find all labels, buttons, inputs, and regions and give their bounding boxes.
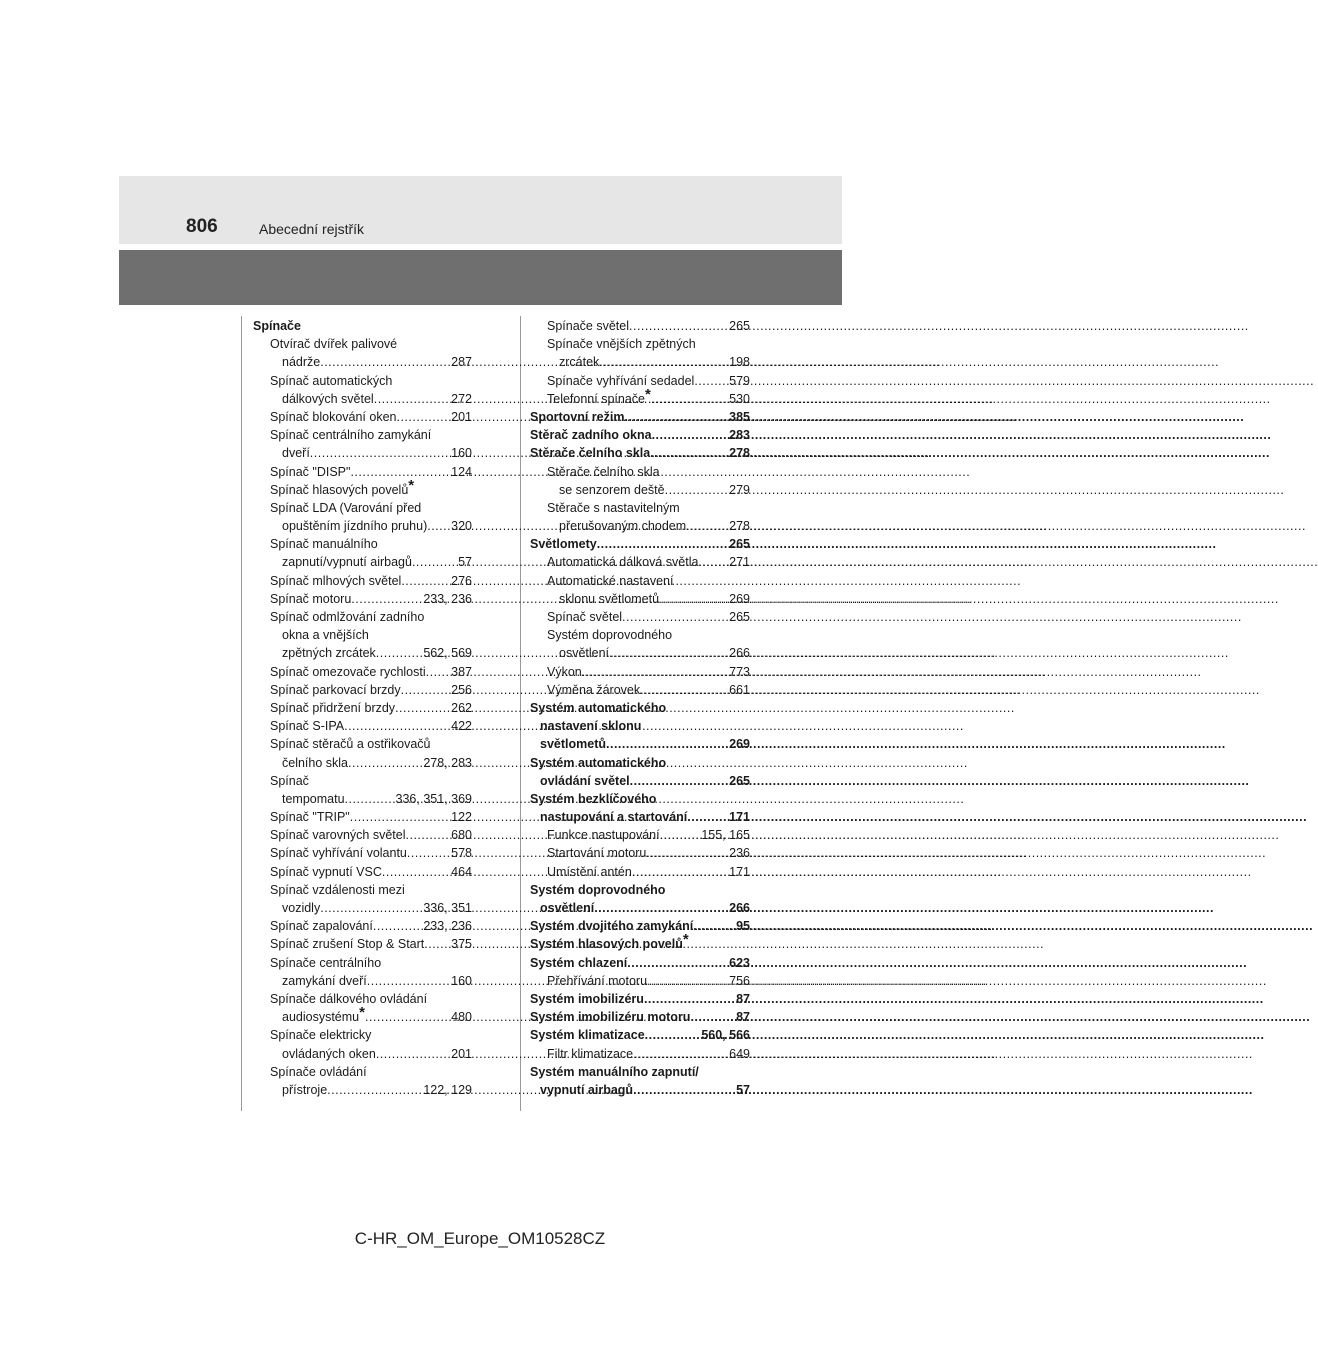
leader-dots [395,699,450,717]
index-entry [530,790,750,808]
index-entry [530,408,750,426]
leader-dots [686,517,728,535]
index-entry-pages: 122 [451,810,472,825]
index-entry-label: Telefonní spínače [547,391,645,406]
index-entry-pages: 266 [729,646,750,661]
index-entry-pages: 155, 165 [701,828,750,843]
index-entry [253,808,472,826]
index-entry [253,717,472,735]
index-entry [530,553,750,571]
index-entry [253,681,472,699]
index-entry-pages: 57 [458,555,472,570]
index-entry-label: Systém doprovodného [547,628,673,643]
leader-dots [629,317,728,335]
index-entry-pages: 198 [729,355,750,370]
index-entry-label: ovládaných oken [282,1046,376,1061]
index-entry-label: Spínač LDA (Varování před [270,500,422,515]
leader-dots [659,590,728,608]
index-entry-label: Spínač zapalování [270,919,373,934]
index-entry-label: vozidly [282,901,321,915]
index-entry-label: Systém bezklíčového [530,791,657,806]
index-entry-label: Systém chlazení [530,955,628,970]
index-entry-label: zapnutí/vypnutí airbagů [282,555,412,570]
leader-dots [401,681,451,699]
index-entry-pages: 269 [729,591,750,606]
leader-dots [632,863,728,881]
leader-dots [320,353,450,371]
index-entry [530,535,750,553]
leader-dots [627,954,728,972]
leader-dots [412,553,457,571]
index-entry [530,717,750,735]
index-entry [253,444,472,462]
index-entry-label: Systém klimatizace [530,1028,645,1043]
index-entry-label: Umístění antén [547,864,632,879]
index-entry-label: Spínače dálkového ovládání [270,991,428,1006]
index-entry-pages: 287 [451,355,472,370]
index-entry [530,335,750,353]
index-entry-label: Přehřívání motoru [547,973,648,988]
index-entry [253,553,472,571]
index-entry-pages: 422 [451,719,472,734]
index-entry-label: sklonu světlometů [559,591,660,606]
index-entry [530,572,750,590]
index-entry [253,572,472,590]
index-entry-pages: 336, 351, 369 [395,791,472,806]
leader-dots [427,517,450,535]
index-entry [253,317,472,335]
leader-dots [350,463,450,481]
index-entry-label: vypnutí airbagů [540,1082,634,1097]
index-entry [253,863,472,881]
index-entry-pages: 278 [729,446,750,461]
leader-dots [424,935,450,953]
index-entry [253,935,472,953]
leader-dots [365,1008,450,1026]
index-entry [530,808,750,826]
index-column-right [530,317,750,1099]
index-entry-pages: 236 [729,846,750,861]
index-entry-pages: 160 [451,973,472,988]
index-entry [253,476,472,499]
index-entry-pages: 265 [729,773,750,788]
leader-dots [599,353,728,371]
index-entry [530,1008,750,1026]
leader-dots [382,863,450,881]
header-bar [119,250,842,305]
index-entry-label: Spínače vyhřívání sedadel [547,373,695,388]
leader-dots [407,844,450,862]
index-entry [253,1045,472,1063]
index-entry-label: Spínač zrušení Stop & Start [270,937,425,952]
index-entry-label: Sportovní režim [530,409,625,424]
index-entry-label: Spínač automatických [270,373,393,388]
leader-dots [606,735,728,753]
leader-dots [640,681,728,699]
leader-dots [376,644,423,662]
index-entry [530,772,750,790]
index-entry-pages: 271 [729,555,750,570]
index-entry-pages: 579 [729,373,750,388]
index-entry-label: nastavení sklonu [540,719,642,734]
index-entry-label: Automatické nastavení [547,573,674,588]
index-entry [253,699,472,717]
footnote-asterisk: * [682,931,689,949]
leader-dots [645,1026,701,1044]
index-entry [530,931,750,953]
index-entry-label: Systém dvojitého zamykání [530,919,694,934]
index-entry-pages: 233, 236 [423,591,472,606]
index-entry-label: Spínač varovných světel [270,828,406,843]
index-entry-label: Spínač "TRIP" [270,810,350,825]
leader-dots [344,717,450,735]
index-entry-pages: 756 [729,973,750,988]
index-entry-pages: 480 [451,1010,472,1025]
index-entry-pages: 464 [451,864,472,879]
leader-dots [694,372,728,390]
index-entry [253,844,472,862]
footnote-asterisk: * [408,476,415,494]
index-entry-pages: 283 [729,428,750,443]
leader-dots [644,990,735,1008]
index-entry-pages: 160 [451,446,472,461]
index-entry-label: okna a vnějších [282,628,369,643]
leader-dots [376,1045,450,1063]
index-entry-label: Světlomety [530,537,597,552]
index-entry [530,444,750,462]
index-entry-pages: 233, 236 [423,919,472,934]
leader-dots [594,899,728,917]
index-entry-label: Funkce nastupování [547,828,660,843]
index-entry-label: Spínač [270,773,309,788]
index-entry [253,372,472,390]
index-entry-pages: 265 [729,537,750,552]
index-entry [253,1063,472,1081]
index-entry [530,1081,750,1099]
index-entry-label: Otvírač dvířek palivové [270,337,398,352]
leader-dots [633,1045,728,1063]
leader-dots [624,408,728,426]
index-entry-label: Výkon [547,664,582,679]
index-entry-pages: 661 [729,682,750,697]
index-entry-pages: 272 [451,391,472,406]
index-entry-label: Systém imobilizéru motoru [530,1010,691,1025]
index-entry-label: Spínač manuálního [270,537,378,552]
index-entry [253,826,472,844]
index-entry [253,390,472,408]
index-entry-pages: 578 [451,846,472,861]
index-entry [530,590,750,608]
index-entry [530,881,750,899]
index-entry [253,608,472,626]
index-entry-pages: 171 [729,864,750,879]
index-entry-label: Spínače světel [547,319,629,333]
index-entry [253,790,472,808]
index-entry-label: zamykání dveří [282,973,367,988]
index-entry [530,385,750,408]
index-entry [253,899,472,917]
index-entry-label: Spínač motoru [270,591,352,606]
index-entry-pages: 265 [729,319,750,333]
index-entry-label: Systém manuálního zapnutí/ [530,1064,699,1079]
index-entry-pages: 279 [729,482,750,497]
index-entry [253,644,472,662]
leader-dots [651,390,728,408]
leader-dots [345,790,395,808]
index-entry [530,990,750,1008]
footer-document-code: C-HR_OM_Europe_OM10528CZ [354,1229,606,1248]
index-entry-label: Systém doprovodného [530,882,666,897]
index-entry-label: audiosystému [282,1010,360,1025]
leader-dots [698,553,728,571]
index-entry [253,917,472,935]
index-entry-label: Stěrače čelního skla [530,446,651,461]
index-entry [253,335,472,353]
index-entry-label: Spínač hlasových povelů [270,482,409,497]
column-divider-left [241,316,242,1111]
index-entry-pages: 375 [451,937,472,952]
index-entry-label: Systém hlasových povelů [530,937,683,952]
index-entry-label: Startování motoru [547,846,647,861]
page-title: Abecední rejstřík [259,221,365,237]
index-entry-pages: 649 [729,1046,750,1061]
index-entry-label: Spínač parkovací brzdy [270,682,401,697]
index-entry-label: přerušovaným chodem [559,519,687,534]
index-entry [530,972,750,990]
index-entry [253,626,472,644]
index-column-left [253,317,472,1099]
leader-dots [426,663,451,681]
index-entry [530,426,750,444]
index-entry-label: nastupování a startování [540,810,688,825]
leader-dots [646,844,728,862]
index-entry [530,663,750,681]
index-entry [253,972,472,990]
index-entry [253,426,472,444]
page-number: 806 [186,216,218,237]
index-entry-pages: 336, 351 [423,901,472,915]
index-entry [530,372,750,390]
leader-dots [690,1008,735,1026]
leader-dots [652,426,729,444]
index-entry-pages: 122, 129 [423,1082,472,1097]
leader-dots [320,899,422,917]
leader-dots [633,1081,735,1099]
leader-dots [406,826,451,844]
index-entry [253,353,472,371]
index-entry-label: nádrže [282,355,321,370]
index-entry-label: Spínač mlhových světel [270,573,402,588]
leader-dots [348,754,422,772]
index-entry-label: Spínače ovládání [270,1064,367,1079]
index-entry [530,754,750,772]
leader-dots [609,644,728,662]
index-entry-label: osvětlení [559,646,610,661]
index-entry-pages: 57 [736,1082,750,1097]
index-entry [253,735,472,753]
index-entry-label: Výměna žárovek [547,682,641,697]
index-entry-label: tempomatu [282,791,345,806]
index-entry [253,954,472,972]
index-entry [253,772,472,790]
index-entry [530,735,750,753]
index-entry-label: se senzorem deště [559,482,665,497]
index-entry [253,517,472,535]
index-entry-pages: 87 [736,1010,750,1025]
index-entry [530,1026,750,1044]
header-band [119,176,842,244]
index-entry-label: Spínače [253,319,301,333]
index-entry-label: Systém imobilizéru [530,991,644,1006]
index-entry [530,954,750,972]
leader-dots [351,590,422,608]
index-entry [253,499,472,517]
index-entry-pages: 256 [451,682,472,697]
index-entry-label: Spínače vnějších zpětných [547,337,696,352]
index-entry-pages: 269 [729,737,750,752]
leader-dots [665,481,729,499]
index-entry-label: Spínače elektricky [270,1028,372,1043]
index-entry-pages: 278 [729,519,750,534]
index-entry-label: Spínač vypnutí VSC [270,864,382,879]
index-entry-pages: 623 [729,955,750,970]
leader-dots [647,972,728,990]
index-entry-label: Spínač přidržení brzdy [270,700,396,715]
index-entry [530,1045,750,1063]
index-entry-pages: 530 [729,391,750,406]
index-entry-label: Spínač centrálního zamykání [270,428,432,443]
index-entry-label: Spínač světel [547,610,623,624]
index-entry-label: Spínač S-IPA [270,719,345,734]
index-entry-label: ovládání světel [540,773,630,788]
index-entry [530,626,750,644]
index-entry [530,608,750,626]
index-entry-pages: 262 [451,700,472,715]
index-entry-label: Systém automatického [530,755,667,770]
index-entry-label: dálkových světel [282,391,374,406]
index-entry-pages: 562, 569 [423,646,472,661]
leader-dots [597,535,728,553]
index-entry-pages: 385 [729,409,750,424]
leader-dots [660,826,701,844]
index-entry [253,881,472,899]
index-entry-pages: 320 [451,519,472,534]
index-entry-label: Spínač odmlžování zadního [270,610,425,624]
index-entry [530,1063,750,1081]
index-entry-label: Spínač vyhřívání volantu [270,846,407,861]
index-entry [253,590,472,608]
leader-dots [582,663,728,681]
index-entry [530,681,750,699]
index-entry-pages: 276 [451,573,472,588]
index-entry-pages: 87 [736,991,750,1006]
index-entry-pages: 387 [451,664,472,679]
footnote-asterisk: * [359,1004,365,1022]
leader-dots [401,572,450,590]
leader-dots [396,408,450,426]
index-entry [530,463,750,481]
index-entry-pages: 265 [729,610,750,624]
footnote-asterisk: * [645,385,651,403]
index-entry [530,481,750,499]
index-entry-label: zpětných zrcátek [282,646,376,661]
index-entry-pages: 124 [451,464,472,479]
index-entry-label: Systém automatického [530,700,667,715]
index-entry-label: Spínač "DISP" [270,464,351,479]
index-entry [253,1026,472,1044]
leader-dots [693,917,735,935]
index-entry-pages: 680 [451,828,472,843]
index-entry [530,499,750,517]
index-entry [253,663,472,681]
index-entry [530,517,750,535]
index-entry-pages: 560, 566 [701,1028,750,1043]
index-entry-label: Spínač stěračů a ostřikovačů [270,737,431,752]
leader-dots [630,772,729,790]
index-entry-label: Filtr klimatizace [547,1046,634,1061]
leader-dots [373,917,422,935]
index-entry-pages: 773 [729,664,750,679]
index-entry [530,826,750,844]
index-entry-label: opuštěním jízdního pruhu) [282,519,428,534]
index-entry-label: Spínač vzdálenosti mezi [270,882,405,897]
index-entry-pages: 278, 283 [423,755,472,770]
index-entry-label: čelního skla [282,755,349,770]
index-entry [530,844,750,862]
index-entry [530,863,750,881]
index-entry-pages: 171 [729,810,750,825]
index-entry [253,408,472,426]
index-entry-label: Stěrače s nastavitelným [547,500,680,515]
leader-dots [374,390,450,408]
index-entry [530,699,750,717]
index-entry-label: světlometů [540,737,606,752]
index-entry-pages: 95 [736,919,750,934]
index-entry-label: přístroje [282,1082,328,1097]
index-entry-label: dveří [282,446,310,461]
index-entry [253,463,472,481]
leader-dots [687,808,728,826]
index-entry-pages: 201 [451,409,472,424]
index-entry-label: zrcátek [559,355,600,370]
leader-dots [622,608,728,626]
leader-dots [350,808,450,826]
index-entry-label: Automatická dálková světla [547,555,699,570]
leader-dots [310,444,450,462]
index-entry [530,644,750,662]
index-entry [253,1081,472,1099]
index-entry-label: Spínač blokování oken [270,409,397,424]
index-entry [530,899,750,917]
index-entry-pages: 266 [729,901,750,915]
index-entry [530,317,750,335]
index-entry-label: Stěrače čelního skla [547,464,660,479]
index-entry [253,535,472,553]
leader-dots [367,972,450,990]
index-entry-label: Spínač omezovače rychlosti [270,664,426,679]
index-entry-label: Stěrač zadního okna [530,428,652,443]
index-entry [530,917,750,935]
index-entry [253,1004,472,1026]
leader-dots [650,444,728,462]
leader-dots [327,1081,422,1099]
index-entry-pages: 201 [451,1046,472,1061]
index-entry-label: osvětlení [540,901,595,915]
index-entry [253,754,472,772]
index-entry [530,353,750,371]
index-entry-label: Spínače centrálního [270,955,382,970]
